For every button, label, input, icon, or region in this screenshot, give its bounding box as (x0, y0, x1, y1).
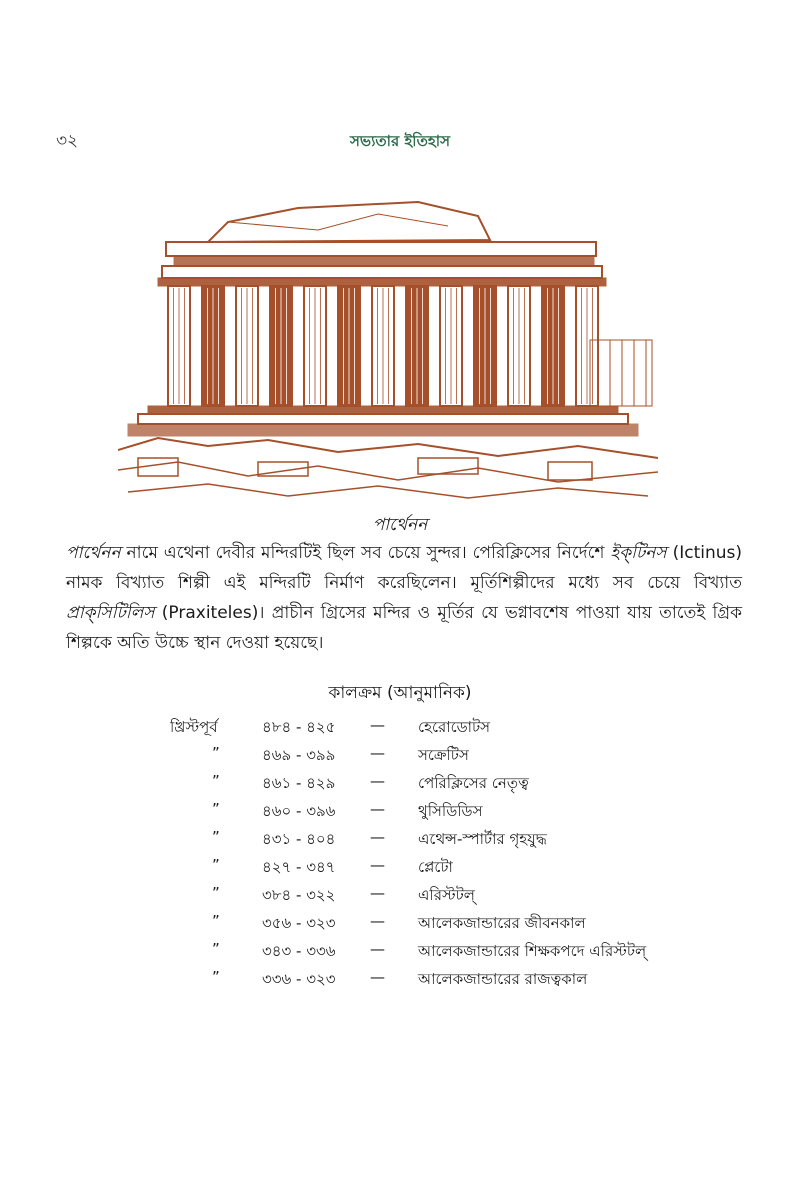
dash: — (370, 772, 385, 790)
parthenon-illustration (118, 200, 658, 500)
chronology-row (170, 800, 670, 828)
year-range: ৪৬০ - ৩৯৬ (262, 802, 336, 820)
dash: — (370, 912, 385, 930)
page-number: ৩২ (56, 131, 79, 151)
ditto-mark: ” (212, 856, 220, 874)
dash: — (370, 968, 385, 986)
ditto-mark: ” (212, 940, 220, 958)
chronology-row (170, 828, 670, 856)
year-range: ৪২৭ - ৩৪৭ (262, 858, 336, 876)
year-range: ৩৫৬ - ৩২৩ (262, 914, 336, 932)
body-segment: নামে এথেনা দেবীর মন্দিরটিই ছিল সব চেয়ে সুন্দর। পেরিক্লিসের নির্দেশে (120, 543, 611, 563)
event-label: প্লেটো (418, 858, 453, 876)
chronology-row (170, 744, 670, 772)
body-segment: ইক্‌টিনস (610, 543, 667, 563)
body-segment: (Praxiteles)। প্রাচীন গ্রিসের মন্দির ও মূর্তির যে ভগ্নাবশেষ পাওয়া যায় তাতেই গ্রিক শিল্পকে অতি উচ্চে স্থান দেওয়া হয়েছে। (66, 603, 742, 653)
event-label: থুসিডিডিস (418, 802, 483, 820)
event-label: সক্রেটিস (418, 746, 469, 764)
event-label: আলেকজান্ডারের রাজত্বকাল (418, 970, 588, 988)
dash: — (370, 716, 385, 734)
figure-caption: পার্থেনন (372, 515, 428, 535)
year-range: ৪৩১ - ৪০৪ (262, 830, 336, 848)
chronology-row (170, 968, 670, 996)
dash: — (370, 744, 385, 762)
chronology-row (170, 772, 670, 800)
year-range: ৩৩৬ - ৩২৩ (262, 970, 336, 988)
chronology-row (170, 912, 670, 940)
body-segment: (Ictinus) নামক বিখ্যাত শিল্পী এই মন্দিরটি নির্মাণ করেছিলেন। মূর্তিশিল্পীদের মধ্যে সব চেয়ে বিখ্যাত (66, 543, 743, 593)
running-title: সভ্যতার ইতিহাস (349, 132, 450, 150)
ditto-mark: ” (212, 828, 220, 846)
year-range: ৪৬৯ - ৩৯৯ (262, 746, 336, 764)
event-label: পেরিক্লিসের নেতৃত্ব (418, 774, 529, 792)
body-segment: পার্থেনন (66, 543, 121, 563)
dash: — (370, 800, 385, 818)
year-range: ৪৮৪ - ৪২৫ (262, 718, 336, 736)
event-label: হেরোডোটস (418, 718, 491, 736)
era-label: খ্রিস্টপূর্ব (170, 718, 218, 736)
ditto-mark: ” (212, 912, 220, 930)
ditto-mark: ” (212, 744, 220, 762)
year-range: ৩৪৩ - ৩৩৬ (262, 942, 336, 960)
year-range: ৩৮৪ - ৩২২ (262, 886, 336, 904)
dash: — (370, 884, 385, 902)
event-label: এথেন্স-স্পার্টার গৃহযুদ্ধ (418, 830, 547, 848)
chronology-table (170, 716, 670, 996)
ditto-mark: ” (212, 800, 220, 818)
chronology-row (170, 884, 670, 912)
event-label: এরিস্টটল্‌ (418, 886, 475, 904)
ditto-mark: ” (212, 968, 220, 986)
event-label: আলেকজান্ডারের শিক্ষকপদে এরিস্টটল্‌ (418, 942, 647, 960)
chronology-row (170, 940, 670, 968)
body-paragraph (66, 538, 742, 658)
dash: — (370, 940, 385, 958)
chronology-row (170, 716, 670, 744)
dash: — (370, 856, 385, 874)
year-range: ৪৬১ - ৪২৯ (262, 774, 336, 792)
ditto-mark: ” (212, 772, 220, 790)
event-label: আলেকজান্ডারের জীবনকাল (418, 914, 586, 932)
body-segment: প্রাক্‌সিটিলিস (66, 603, 155, 623)
dash: — (370, 828, 385, 846)
chronology-row (170, 856, 670, 884)
ditto-mark: ” (212, 884, 220, 902)
chronology-title: কালক্রম (আনুমানিক) (328, 683, 472, 703)
